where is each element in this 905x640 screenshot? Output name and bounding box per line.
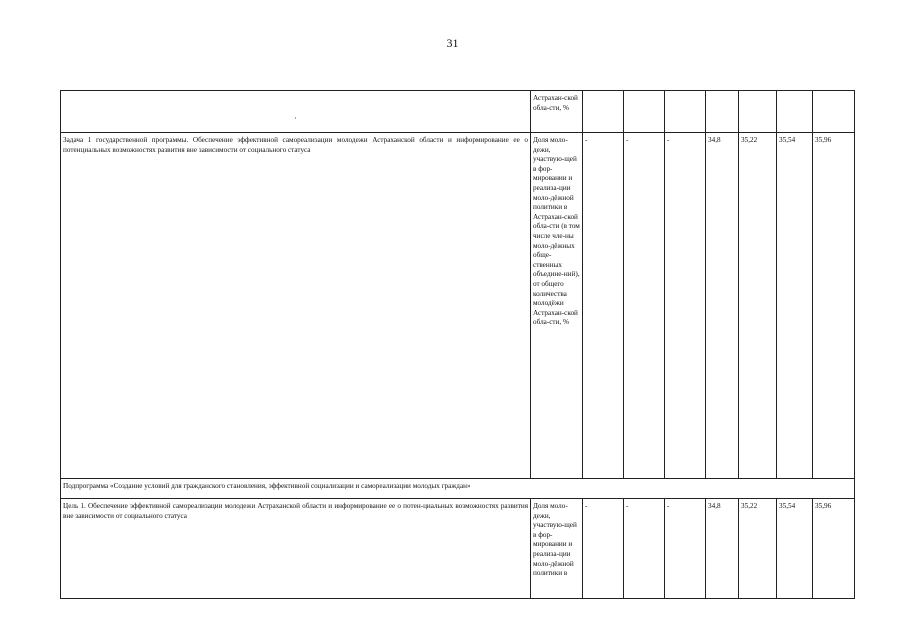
value-cell: 34,8 bbox=[706, 499, 739, 599]
stray-dot: · bbox=[294, 114, 297, 123]
task-indicator-cell: Доля моло-дежи, участвую-щей в фор-мировании и реализа-ции моло-дёжной политики в Астрахан-ской обла-сти (в том числе чле-ны моло-дёжных обще-ственных объедине-ний), от общего количества молодёжи Астрахан-ской обла-сти, % bbox=[531, 133, 583, 479]
value-cell: - bbox=[624, 133, 665, 479]
empty-cell bbox=[739, 91, 777, 133]
value-cell: 35,96 bbox=[813, 133, 855, 479]
goal-description-cell: Цель 1. Обеспечение эффективной самореализации молодежи Астраханской области и информирование ее о потен-циальных возможностях развития вне зависимости от социального статуса bbox=[61, 499, 531, 599]
value-cell: 35,22 bbox=[739, 499, 777, 599]
subprogram-title-cell: Подпрограмма «Создание условий для гражданского становления, эффективной социализации и самореализации молодых граждан» bbox=[61, 479, 855, 499]
table-row-goal bbox=[61, 499, 855, 599]
value-cell: 35,54 bbox=[777, 133, 813, 479]
table-row-subprogram bbox=[61, 479, 855, 499]
value-cell: - bbox=[583, 133, 624, 479]
empty-cell bbox=[624, 91, 665, 133]
table-row-task bbox=[61, 133, 855, 479]
empty-cell bbox=[777, 91, 813, 133]
value-cell: - bbox=[665, 133, 706, 479]
program-indicators-table bbox=[60, 90, 855, 599]
table-row-continued bbox=[61, 91, 855, 133]
empty-cell bbox=[583, 91, 624, 133]
task-description-cell: Задача 1 государственной программы. Обеспечение эффективной самореализации молодежи Астраханской области и информирование ее о потенциальных возможностях развития вне зависимости от социального статуса bbox=[61, 133, 531, 479]
continued-indicator-cell: Астрахан-ской обла-сти, % bbox=[531, 91, 583, 133]
page-number: 31 bbox=[446, 36, 459, 50]
goal-indicator-cell: Доля моло-дежи, участвую-щей в фор-мировании и реализа-ции моло-дёжной политики в bbox=[531, 499, 583, 599]
value-cell: - bbox=[583, 499, 624, 599]
value-cell: - bbox=[665, 499, 706, 599]
value-cell: 35,22 bbox=[739, 133, 777, 479]
empty-cell bbox=[706, 91, 739, 133]
empty-cell bbox=[665, 91, 706, 133]
value-cell: 35,96 bbox=[813, 499, 855, 599]
value-cell: 34,8 bbox=[706, 133, 739, 479]
value-cell: - bbox=[624, 499, 665, 599]
empty-cell bbox=[813, 91, 855, 133]
value-cell: 35,54 bbox=[777, 499, 813, 599]
continued-description-cell bbox=[61, 91, 531, 133]
